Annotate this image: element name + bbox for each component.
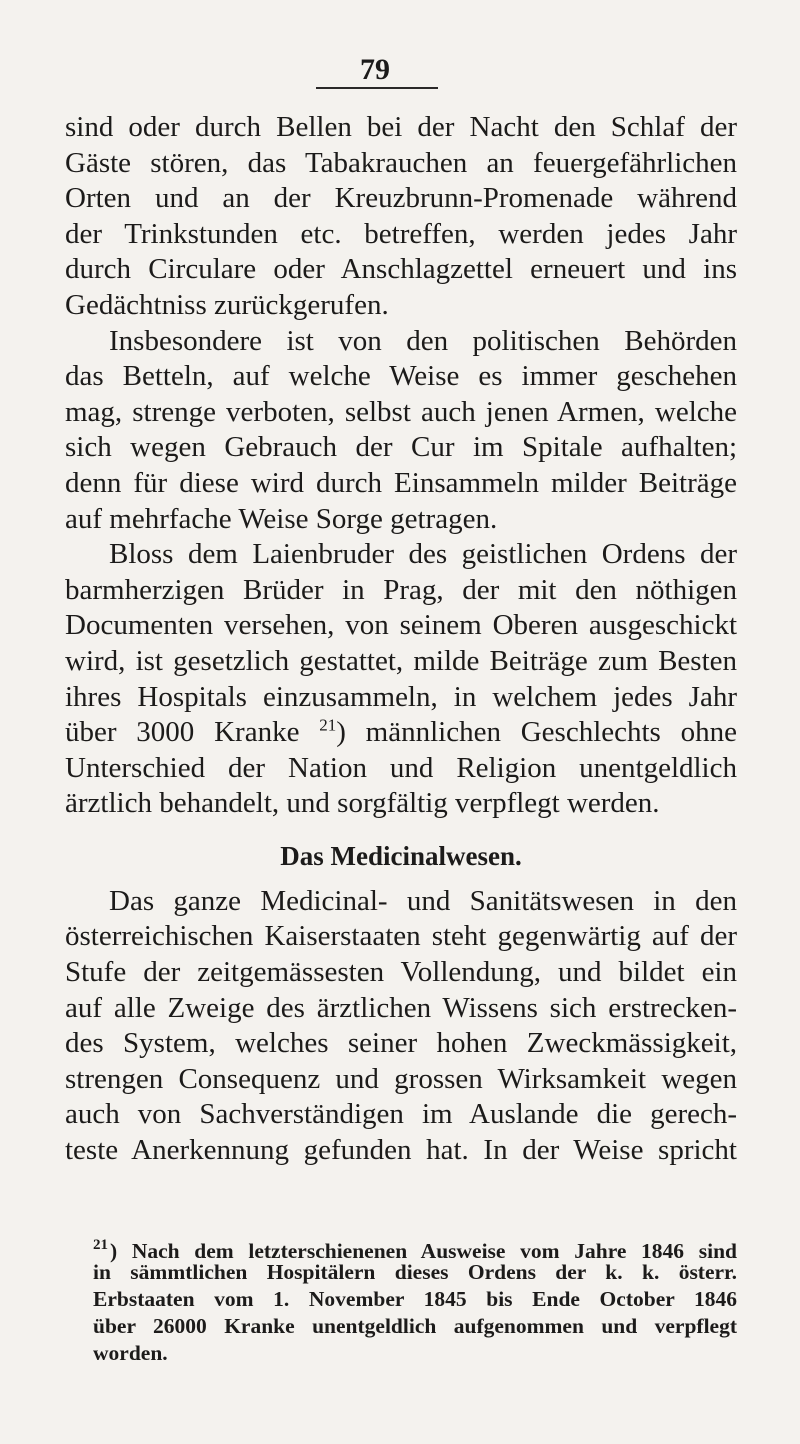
footnote-line: in sämmtlichen Hospitälern dieses Ordens der k. k. österr. bbox=[93, 1260, 737, 1284]
body-text bbox=[65, 110, 737, 1169]
footnote-reference[interactable]: 21 bbox=[319, 715, 337, 735]
text-line: auf mehrfache Weise Sorge getragen. bbox=[65, 502, 498, 535]
footnote-line: worden. bbox=[93, 1341, 168, 1365]
text-line: ärztlich behandelt, und sorgfältig verpflegt werden. bbox=[65, 787, 660, 820]
footnote-line bbox=[65, 1232, 737, 1263]
text-line: Das ganze Medicinal- und Sanitätswesen in den bbox=[109, 884, 737, 917]
text-line: Unterschied der Nation und Religion unentgeldlich bbox=[65, 751, 737, 784]
text-line: ihres Hospitals einzusammeln, in welchem jedes Jahr bbox=[65, 680, 737, 713]
text-line: Orten und an der Kreuzbrunn-Promenade während bbox=[65, 182, 737, 215]
text-line: der Trinkstunden etc. betreffen, werden jedes Jahr bbox=[65, 217, 737, 250]
text-line: durch Circulare oder Anschlagzettel erneuert und ins bbox=[65, 253, 737, 286]
text-line bbox=[65, 715, 737, 751]
page-number-rule bbox=[316, 87, 438, 89]
text-line: sind oder durch Bellen bei der Nacht den Schlaf der bbox=[65, 111, 737, 143]
footnote-line: Erbstaaten vom 1. November 1845 bis Ende October 1846 bbox=[93, 1287, 737, 1311]
text-line: Gedächtniss zurückgerufen. bbox=[65, 288, 389, 321]
text-line: auf alle Zweige des ärztlichen Wissens sich erstrecken- bbox=[65, 991, 737, 1024]
text-line: barmherzigen Brüder in Prag, der mit den nöthigen bbox=[65, 573, 737, 606]
text-line: teste Anerkennung gefunden hat. In der Weise spricht bbox=[65, 1134, 737, 1167]
section-heading: Das Medicinalwesen. bbox=[280, 840, 522, 871]
text-line: Gäste stören, das Tabakrauchen an feuergefährlichen bbox=[65, 146, 737, 179]
text-line: mag, strenge verboten, selbst auch jenen Armen, welche bbox=[65, 395, 737, 428]
text-line: österreichischen Kaiserstaaten steht gegenwärtig auf der bbox=[65, 920, 737, 953]
text-line: wird, ist gesetzlich gestattet, milde Beiträge zum Besten bbox=[65, 644, 737, 677]
footnote-line: über 26000 Kranke unentgeldlich aufgenommen und verpflegt bbox=[93, 1314, 737, 1338]
text-line: auch von Sachverständigen im Auslande die gerech- bbox=[65, 1098, 737, 1131]
text-line: Bloss dem Laienbruder des geistlichen Ordens der bbox=[109, 538, 737, 571]
text-line: des System, welches seiner hohen Zweckmässigkeit, bbox=[65, 1027, 737, 1060]
footnote bbox=[65, 1232, 737, 1367]
text-segment: ) männlichen Geschlechts ohne bbox=[336, 716, 737, 749]
footnote-text: ) Nach dem letzterschienenen Ausweise vom Jahre 1846 sind bbox=[110, 1239, 737, 1263]
text-line: strengen Consequenz und grossen Wirksamkeit wegen bbox=[65, 1062, 737, 1095]
footnote-marker: 21 bbox=[93, 1237, 108, 1253]
text-line: das Betteln, auf welche Weise es immer geschehen bbox=[65, 360, 737, 393]
text-line: Stufe der zeitgemässesten Vollendung, und bildet ein bbox=[65, 956, 737, 989]
text-line: denn für diese wird durch Einsammeln milder Beiträge bbox=[65, 466, 737, 499]
text-line: Documenten versehen, von seinem Oberen ausgeschickt bbox=[65, 609, 737, 642]
text-segment: über 3000 Kranke bbox=[65, 716, 320, 749]
text-line: Insbesondere ist von den politischen Behörden bbox=[109, 324, 737, 357]
text-line: sich wegen Gebrauch der Cur im Spitale aufhalten; bbox=[65, 431, 737, 464]
page-number: 79 bbox=[360, 53, 390, 86]
